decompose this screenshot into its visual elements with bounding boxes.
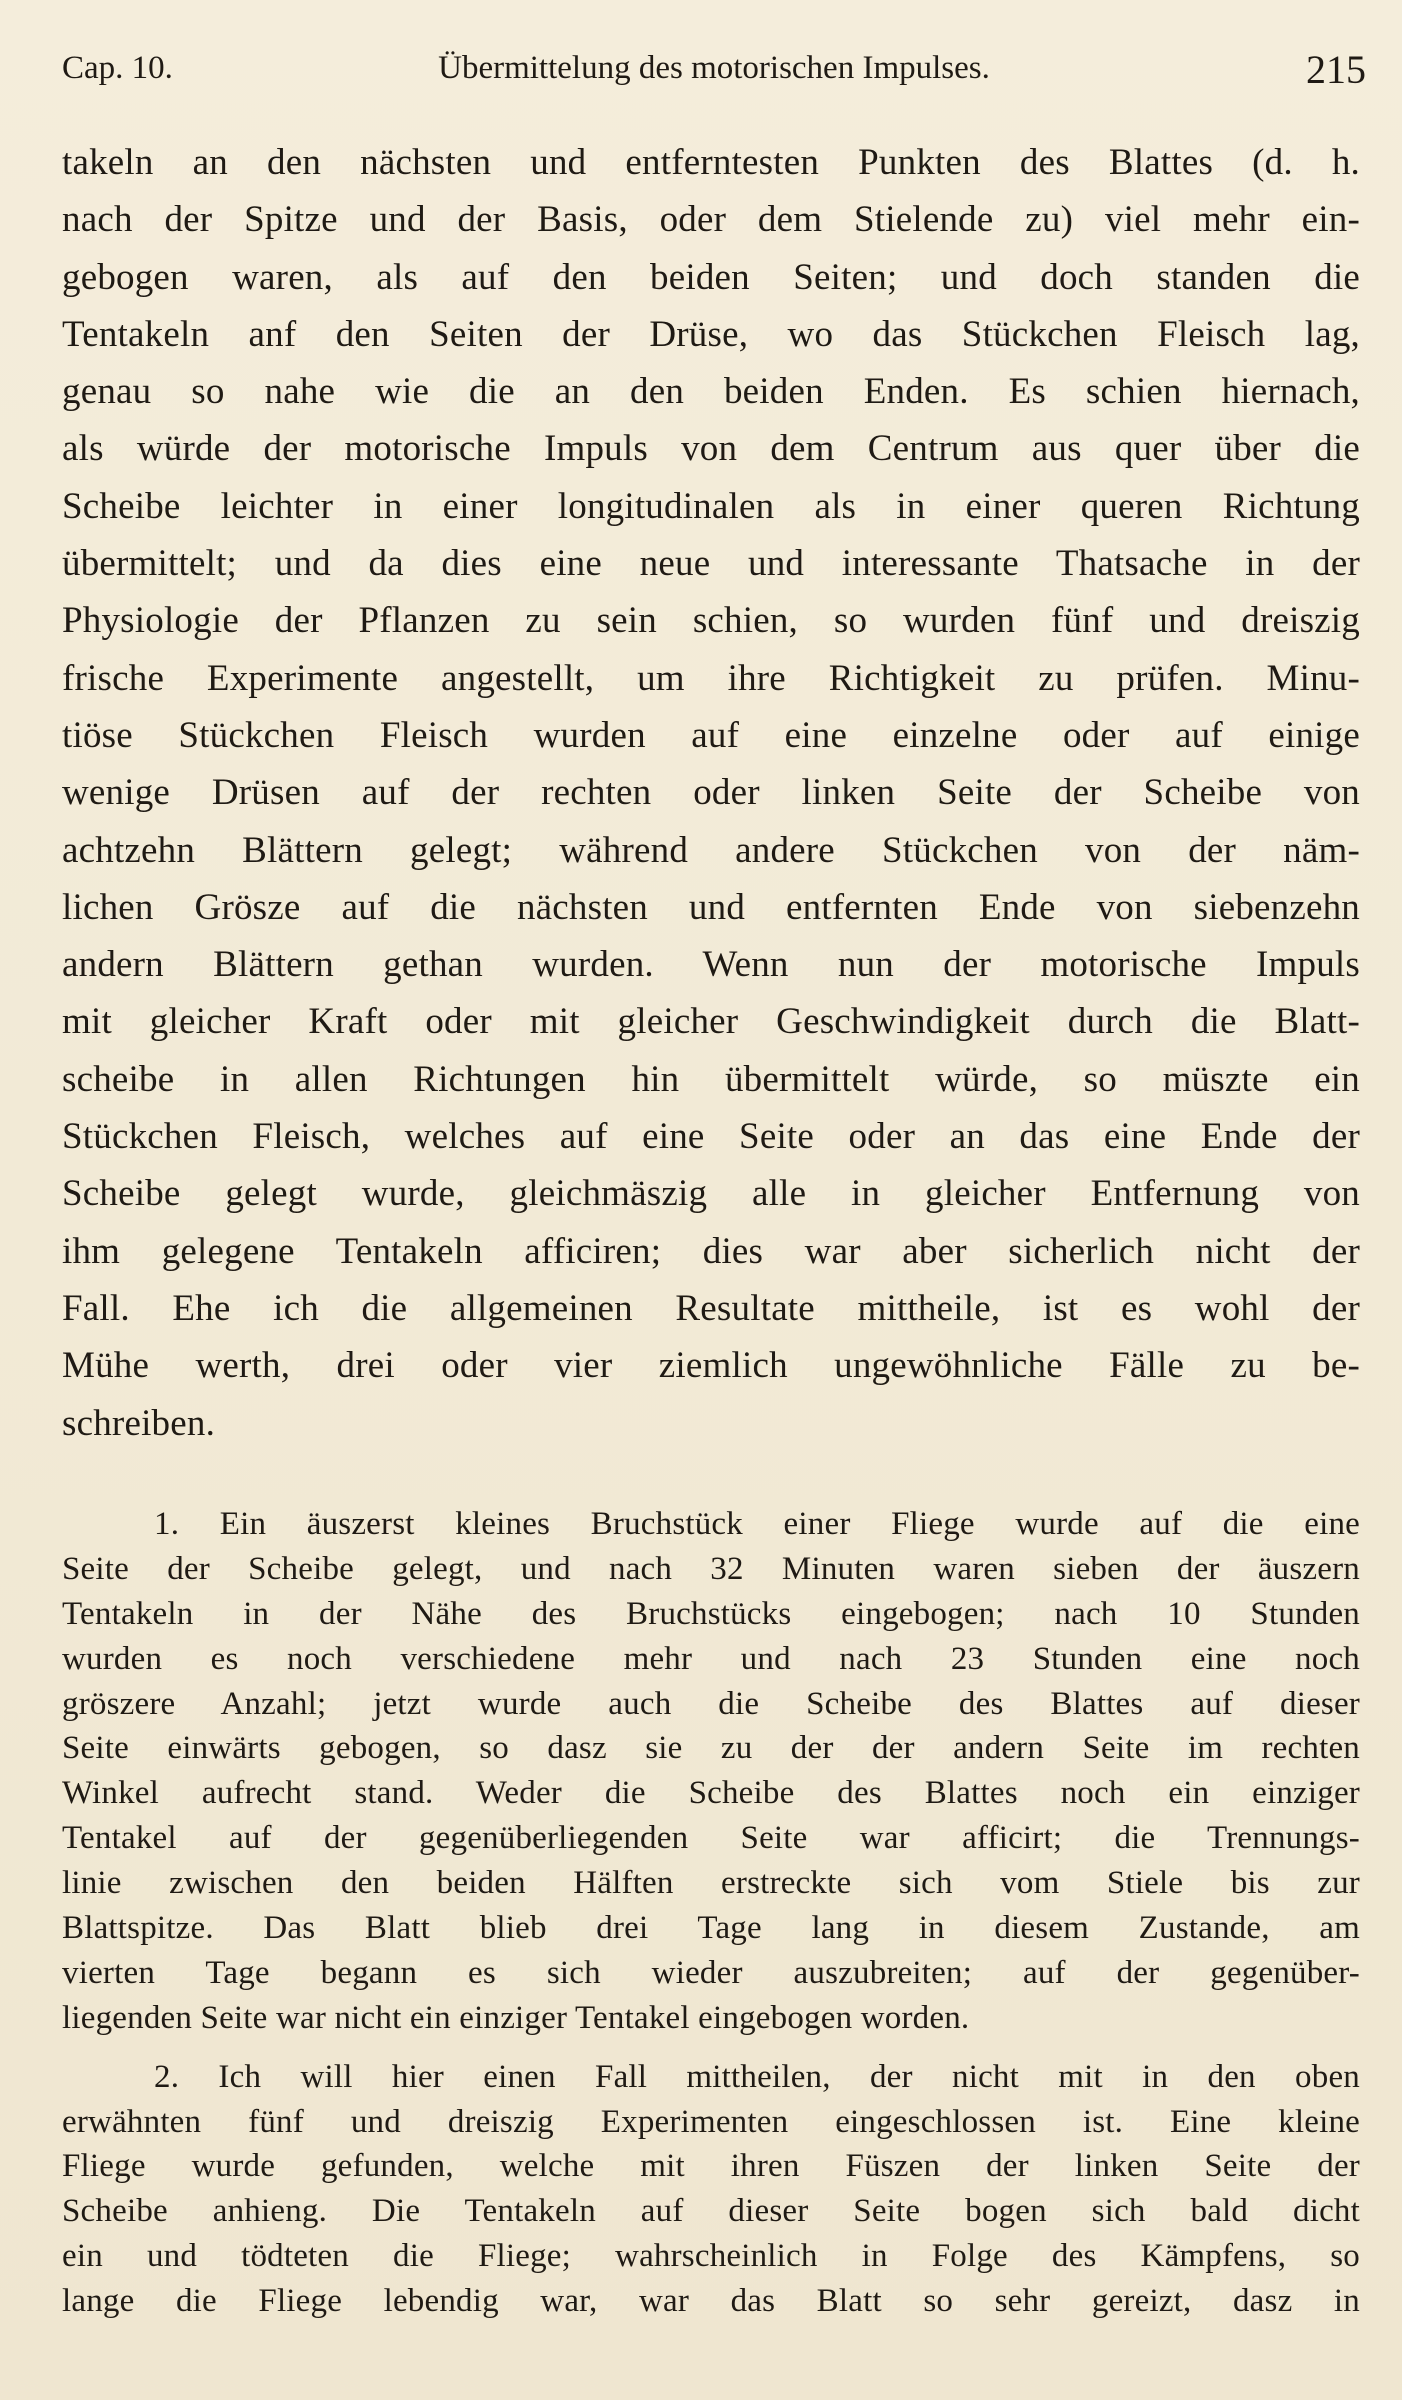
text-line: 1. Ein äuszerst kleines Bruchstück einer Fliege wurde auf die eine bbox=[154, 1506, 1360, 1542]
paragraph-gap bbox=[62, 2041, 1360, 2055]
page-number: 215 bbox=[1306, 47, 1366, 92]
text-line: erwähnten fünf und dreiszig Experimenten eingeschlossen ist. Eine kleine bbox=[62, 2103, 1360, 2140]
text-line: Winkel aufrecht stand. Weder die Scheibe des Blattes noch ein einziger bbox=[62, 1775, 1360, 1812]
text-line: ihm gelegene Tentakeln afficiren; dies war aber sicherlich nicht der bbox=[62, 1230, 1360, 1272]
running-title: Übermittelung des motorischen Impulses. bbox=[438, 50, 990, 86]
text-line: Fall. Ehe ich die allgemeinen Resultate mittheile, ist es wohl der bbox=[62, 1287, 1360, 1329]
text-line: tiöse Stückchen Fleisch wurden auf eine einzelne oder auf einige bbox=[62, 714, 1360, 756]
text-line: Physiologie der Pflanzen zu sein schien, so wurden fünf und dreiszig bbox=[62, 600, 1360, 642]
text-line: mit gleicher Kraft oder mit gleicher Geschwindigkeit durch die Blatt- bbox=[62, 1001, 1360, 1043]
text-line: genau so nahe wie die an den beiden Enden. Es schien hiernach, bbox=[62, 371, 1360, 413]
case-2-paragraph bbox=[62, 2055, 1360, 2324]
text-line: takeln an den nächsten und entferntesten Punkten des Blattes (d. h. bbox=[62, 142, 1360, 183]
text-line: übermittelt; und da dies eine neue und interessante Thatsache in der bbox=[62, 543, 1360, 585]
text-line: gröszere Anzahl; jetzt wurde auch die Scheibe des Blattes auf dieser bbox=[62, 1685, 1360, 1722]
text-line: 2. Ich will hier einen Fall mittheilen, der nicht mit in den oben bbox=[154, 2058, 1360, 2095]
text-line: Scheibe gelegt wurde, gleichmäszig alle in gleicher Entfernung von bbox=[62, 1173, 1360, 1215]
text-line: linie zwischen den beiden Hälften erstreckte sich vom Stiele bis zur bbox=[62, 1865, 1360, 1902]
text-line: Scheibe leichter in einer longitudinalen als in einer queren Richtung bbox=[62, 485, 1360, 527]
running-header bbox=[62, 47, 1366, 98]
text-line: Tentakel auf der gegenüberliegenden Seite war afficirt; die Trennungs- bbox=[62, 1820, 1360, 1857]
text-line: andern Blättern gethan wurden. Wenn nun der motorische Impuls bbox=[62, 944, 1360, 986]
text-line: frische Experimente angestellt, um ihre Richtigkeit zu prüfen. Minu- bbox=[62, 657, 1360, 699]
text-line: nach der Spitze und der Basis, oder dem Stielende zu) viel mehr ein- bbox=[62, 199, 1360, 241]
text-line: Seite einwärts gebogen, so dasz sie zu der der andern Seite im rechten bbox=[62, 1730, 1360, 1767]
text-line: Seite der Scheibe gelegt, und nach 32 Minuten waren sieben der äuszern bbox=[62, 1550, 1360, 1587]
text-line: wenige Drüsen auf der rechten oder linken Seite der Scheibe von bbox=[62, 772, 1360, 814]
text-line: lichen Grösze auf die nächsten und entfernten Ende von siebenzehn bbox=[62, 886, 1360, 928]
text-line: Blattspitze. Das Blatt blieb drei Tage lang in diesem Zustande, am bbox=[62, 1910, 1360, 1947]
text-line: Stückchen Fleisch, welches auf eine Seite oder an das eine Ende der bbox=[62, 1116, 1360, 1158]
text-line: Fliege wurde gefunden, welche mit ihren Füszen der linken Seite der bbox=[62, 2148, 1360, 2185]
chapter-label: Cap. 10. bbox=[62, 50, 173, 86]
text-line: als würde der motorische Impuls von dem Centrum aus quer über die bbox=[62, 428, 1360, 470]
text-line: Scheibe anhieng. Die Tentakeln auf dieser Seite bogen sich bald dicht bbox=[62, 2193, 1360, 2230]
text-line: gebogen waren, als auf den beiden Seiten; und doch standen die bbox=[62, 256, 1360, 298]
text-line: wurden es noch verschiedene mehr und nach 23 Stunden eine noch bbox=[62, 1640, 1360, 1677]
case-notes bbox=[62, 1502, 1360, 2324]
case-1-paragraph bbox=[62, 1502, 1360, 2041]
text-line: Tentakeln anf den Seiten der Drüse, wo das Stückchen Fleisch lag, bbox=[62, 313, 1360, 355]
text-line: liegenden Seite war nicht ein einziger Tentakel eingebogen worden. bbox=[62, 1999, 970, 2036]
text-line: schreiben. bbox=[62, 1402, 216, 1444]
text-line: Mühe werth, drei oder vier ziemlich ungewöhnliche Fälle zu be- bbox=[62, 1345, 1360, 1387]
text-line: vierten Tage begann es sich wieder auszubreiten; auf der gegenüber- bbox=[62, 1954, 1360, 1991]
text-line: scheibe in allen Richtungen hin übermittelt würde, so müszte ein bbox=[62, 1058, 1360, 1100]
text-line: ein und tödteten die Fliege; wahrscheinlich in Folge des Kämpfens, so bbox=[62, 2238, 1360, 2275]
text-line: Tentakeln in der Nähe des Bruchstücks eingebogen; nach 10 Stunden bbox=[62, 1595, 1360, 1632]
main-paragraph bbox=[62, 134, 1360, 1452]
text-line: achtzehn Blättern gelegt; während andere Stückchen von der näm- bbox=[62, 829, 1360, 871]
text-line: lange die Fliege lebendig war, war das Blatt so sehr gereizt, dasz in bbox=[62, 2283, 1360, 2320]
